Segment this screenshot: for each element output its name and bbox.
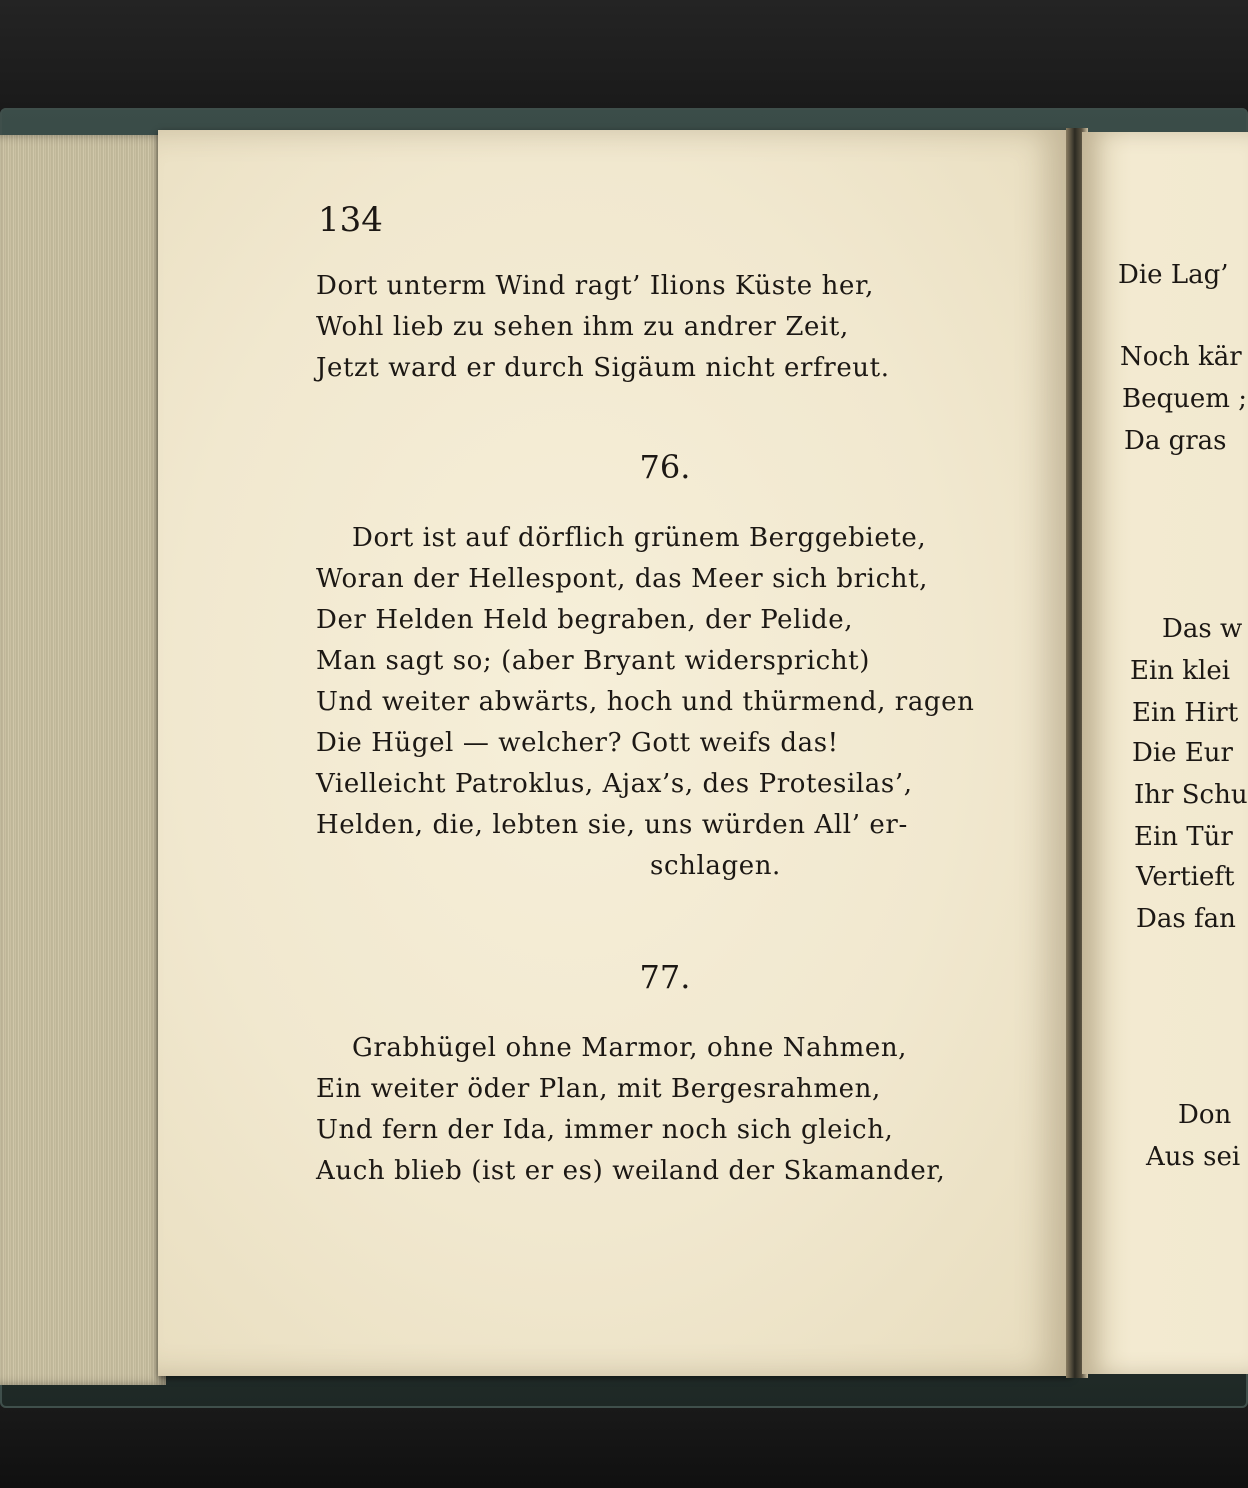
right-verse-line: Bequem ; [1122,384,1247,414]
right-page-text [1082,132,1248,1374]
right-verse-line: Noch kär [1120,342,1242,372]
verse-line: Und weiter abwärts, hoch und thürmend, ragen [316,687,975,717]
right-verse-line: Aus sei [1146,1142,1241,1172]
right-verse-line: Ein Hirt [1132,698,1239,728]
verse-line: Woran der Hellespont, das Meer sich bricht, [316,564,928,594]
stanza-opening [316,266,1016,389]
stanza-76 [316,518,1016,887]
right-page [1082,132,1248,1374]
page-number: 134 [318,200,383,240]
stanza-number-76: 76. [639,448,691,486]
right-verse-line: Das w [1162,614,1243,644]
verse-line: Jetzt ward er durch Sigäum nicht erfreut. [316,353,890,383]
verse-line: Wohl lieb zu sehen ihm zu andrer Zeit, [316,312,849,342]
right-verse-line: Don [1178,1100,1232,1130]
verse-line: Helden, die, lebten sie, uns würden All’ er- [316,810,908,840]
verse-line: Der Helden Held begraben, der Pelide, [316,605,854,635]
verse-line: Ein weiter öder Plan, mit Bergesrahmen, [316,1074,881,1104]
verse-line: Die Hügel — welcher? Gott weifs das! [316,728,839,758]
verse-line: Dort ist auf dörflich grünem Berggebiete, [352,523,927,553]
verse-line: Und fern der Ida, immer noch sich gleich, [316,1115,894,1145]
verse-line: Grabhügel ohne Marmor, ohne Nahmen, [352,1033,908,1063]
stanza-number-77: 77. [639,958,691,996]
right-verse-line: Ihr Schu [1134,780,1248,810]
verse-line: Auch blieb (ist er es) weiland der Skamander, [316,1156,946,1186]
verse-line: Dort unterm Wind ragt’ Ilions Küste her, [316,271,875,301]
right-verse-line: Ein Tür [1134,822,1233,852]
verse-line: Vielleicht Patroklus, Ajax’s, des Protesilas’, [316,769,913,799]
verse-line: Man sagt so; (aber Bryant widerspricht) [316,646,870,676]
right-verse-line: Ein klei [1130,656,1231,686]
dark-background [0,0,1248,110]
right-verse-line: Die Lag’ [1118,260,1229,290]
stanza-77 [316,1028,1016,1192]
right-verse-line: Vertieft [1136,862,1235,892]
page-edges [0,135,166,1385]
verse-continuation: schlagen. [650,851,781,881]
right-verse-line: Da gras [1124,426,1227,456]
right-verse-line: Die Eur [1132,738,1233,768]
right-verse-line: Das fan [1136,904,1236,934]
